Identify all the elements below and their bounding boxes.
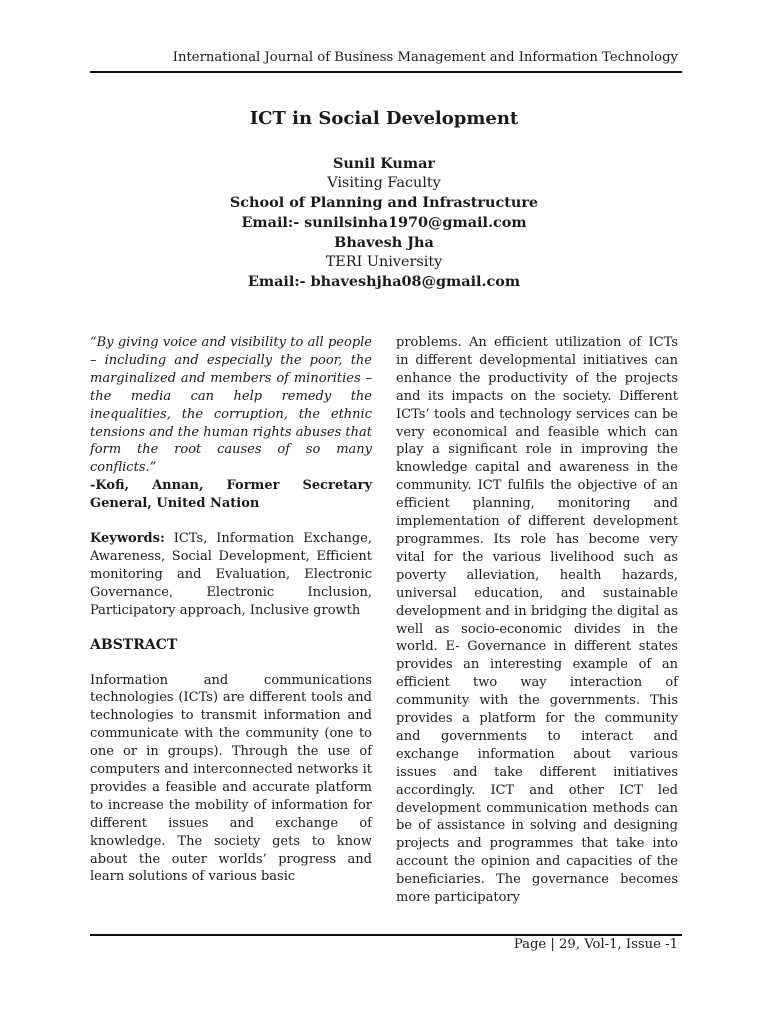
author-email: Email:- bhaveshjha08@gmail.com — [247, 273, 521, 291]
journal-header: International Journal of Business Management and Information Technology — [172, 50, 678, 65]
paper-title: ICT in Social Development — [249, 108, 519, 129]
epigraph-quote: “By giving voice and visibility to all people – including and especially the poor, the marginalized and members of minorities – the media can help remedy the inequalities, the corruption, the ethnic tensions and the human rights abuses that form the root causes of so many conflicts.” — [90, 335, 372, 476]
author-affiliation: School of Planning and Infrastructure — [229, 194, 539, 212]
right-column — [396, 334, 678, 907]
footer-divider — [90, 934, 682, 936]
abstract-text-right: problems. An efficient utilization of ICTs in different developmental initiatives can enhance the productivity of the projects and its impacts on the society. Different ICTs’ tools and technology services can be very economical and feasible which can play a significant role in improving the knowledge capital and awareness in the community. ICT fulfils the objective of an efficient planning, monitoring and implementation of different development programmes. Its role has become very vital for the various livelihood such as poverty alleviation, health hazards, universal education, and sustainable development and in bridging the digital as well as socio-economic divides in the world. E- Governance in different states provides an interesting example of an efficient two way interaction of community with the governments. This provides a platform for the community and governments to interact and exchange information about various issues and take different initiatives accordingly. ICT and other ICT led development communication methods can be of assistance in solving and designing projects and programmes that take into account the opinion and capacities of the beneficiaries. The governance becomes more participatory — [396, 335, 678, 906]
author-affiliation: TERI University — [325, 253, 443, 270]
abstract-heading: ABSTRACT — [90, 636, 178, 653]
header-divider — [90, 71, 682, 73]
author-role: Visiting Faculty — [327, 174, 441, 191]
author-name: Bhavesh Jha — [334, 233, 434, 251]
epigraph-attribution: -Kofi, Annan, Former Secretary General, United Nation — [90, 478, 372, 512]
left-column — [90, 334, 372, 886]
keywords-label: Keywords: — [90, 531, 165, 547]
author-name: Sunil Kumar — [332, 155, 436, 172]
author-email: Email:- sunilsinha1970@gmail.com — [241, 214, 527, 232]
abstract-text-left: Information and communications technologies (ICTs) are different tools and technologies to transmit information and communicate with the community (one to one or in groups). Through the use of computers and interconnected networks it provides a feasible and accurate platform to increase the mobility of information for different issues and exchange of knowledge. The society gets to know about the outer worlds’ progress and learn solutions of various basic — [90, 672, 372, 885]
keywords-paragraph — [90, 530, 372, 620]
page-footer: Page | 29, Vol-1, Issue -1 — [513, 937, 678, 952]
keywords-text: ICTs, Information Exchange, Awareness, Social Development, Efficient monitoring and Evaluation, Electronic Governance, Electronic Inclusion, Participatory approach, Inclusive growth — [90, 531, 372, 618]
author-block — [0, 154, 768, 292]
